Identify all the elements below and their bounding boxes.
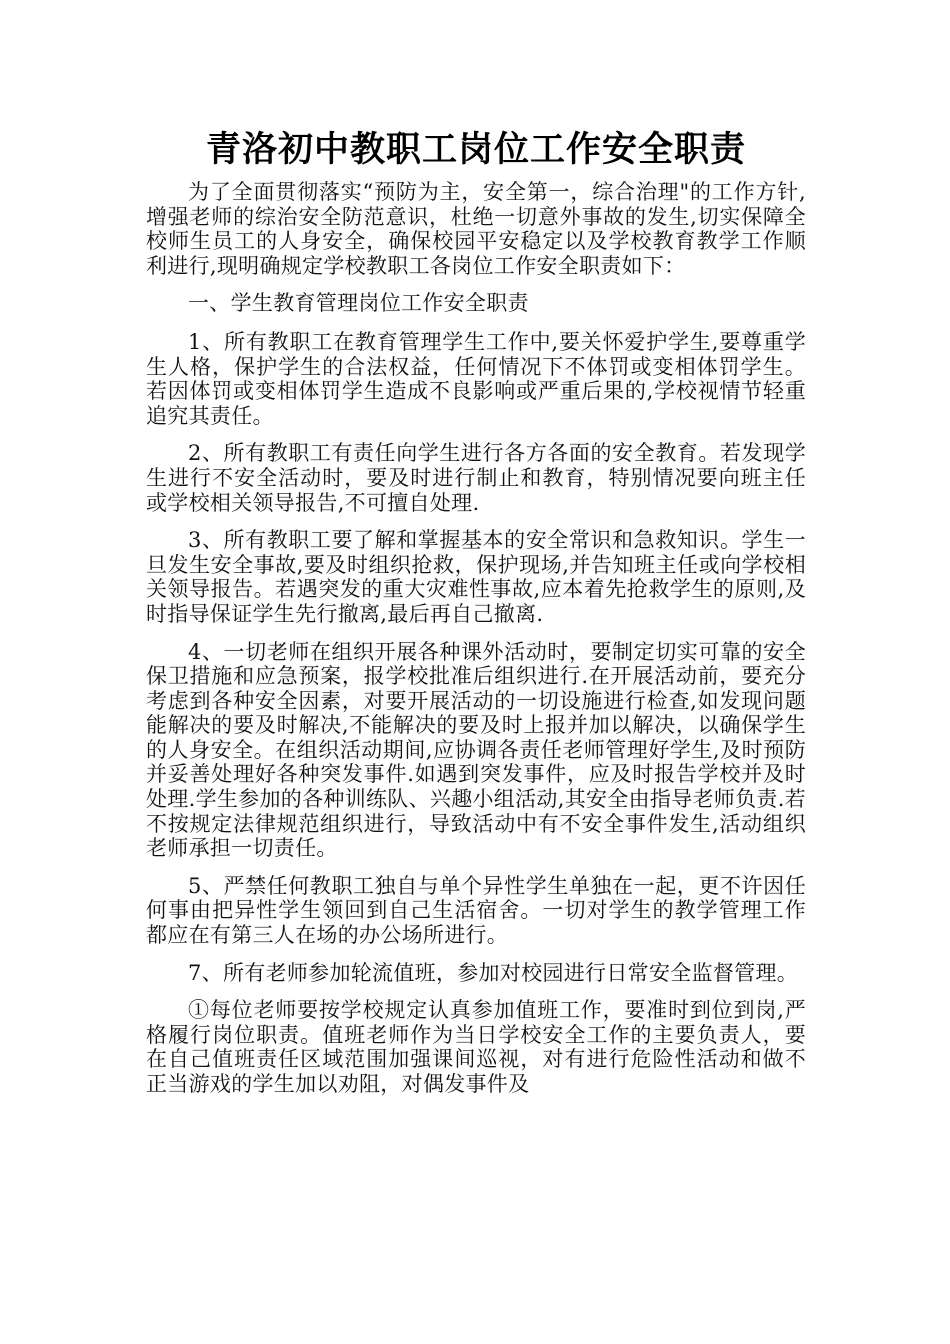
item-paragraph: 5、严禁任何教职工独自与单个异性学生单独在一起，更不许因任何事由把异性学生领回到自己生活宿舍。一切对学生的教学管理工作都应在有第三人在场的办公场所进行。	[146, 873, 806, 948]
item-paragraph: 4、一切老师在组织开展各种课外活动时，要制定切实可靠的安全保卫措施和应急预案，报学校批准后组织进行.在开展活动前，要充分考虑到各种安全因素，对要开展活动的一切设施进行检查,如发现问题能解决的要及时解决,不能解决的要及时上报并加以解决，以确保学生的人身安全。在组织活动期间,应协调各责任老师管理好学生,及时预防并妥善处理好各种突发事件.如遇到突发事件，应及时报告学校并及时处理.学生参加的各种训练队、兴趣小组活动,其安全由指导老师负责.若不按规定法律规范组织进行，导致活动中有不安全事件发生,活动组织老师承担一切责任。	[146, 639, 806, 861]
document-page	[146, 128, 806, 1110]
item-paragraph: 1、所有教职工在教育管理学生工作中,要关怀爱护学生,要尊重学生人格，保护学生的合法权益，任何情况下不体罚或变相体罚学生。若因体罚或变相体罚学生造成不良影响或严重后果的,学校视情节轻重追究其责任。	[146, 329, 806, 428]
document-title: 青洛初中教职工岗位工作安全职责	[205, 130, 746, 170]
item-paragraph: 2、所有教职工有责任向学生进行各方各面的安全教育。若发现学生进行不安全活动时，要及时进行制止和教育，特别情况要向班主任或学校相关领导报告,不可擅自处理.	[146, 441, 806, 515]
item-paragraph: 7、所有老师参加轮流值班，参加对校园进行日常安全监督管理。	[188, 960, 799, 985]
section-heading: 一、学生教育管理岗位工作安全职责	[188, 291, 529, 316]
item-paragraph: 3、所有教职工要了解和掌握基本的安全常识和急救知识。学生一旦发生安全事故,要及时组织抢救，保护现场,并告知班主任或向学校相关领导报告。若遇突发的重大灾难性事故,应本着先抢救学生的原则,及时指导保证学生先行撤离,最后再自己撤离.	[146, 528, 806, 626]
intro-paragraph: 为了全面贯彻落实“预防为主，安全第一，综合治理"的工作方针,增强老师的综治安全防范意识，杜绝一切意外事故的发生,切实保障全校师生员工的人身安全，确保校园平安稳定以及学校教育教学工作顺利进行,现明确规定学校教职工各岗位工作安全职责如下：	[146, 180, 806, 278]
item-paragraph: ①每位老师要按学校规定认真参加值班工作，要准时到位到岗,严格履行岗位职责。值班老师作为当日学校安全工作的主要负责人，要在自己值班责任区域范围加强课间巡视，对有进行危险性活动和做不正当游戏的学生加以劝阻，对偶发事件及	[146, 998, 806, 1096]
